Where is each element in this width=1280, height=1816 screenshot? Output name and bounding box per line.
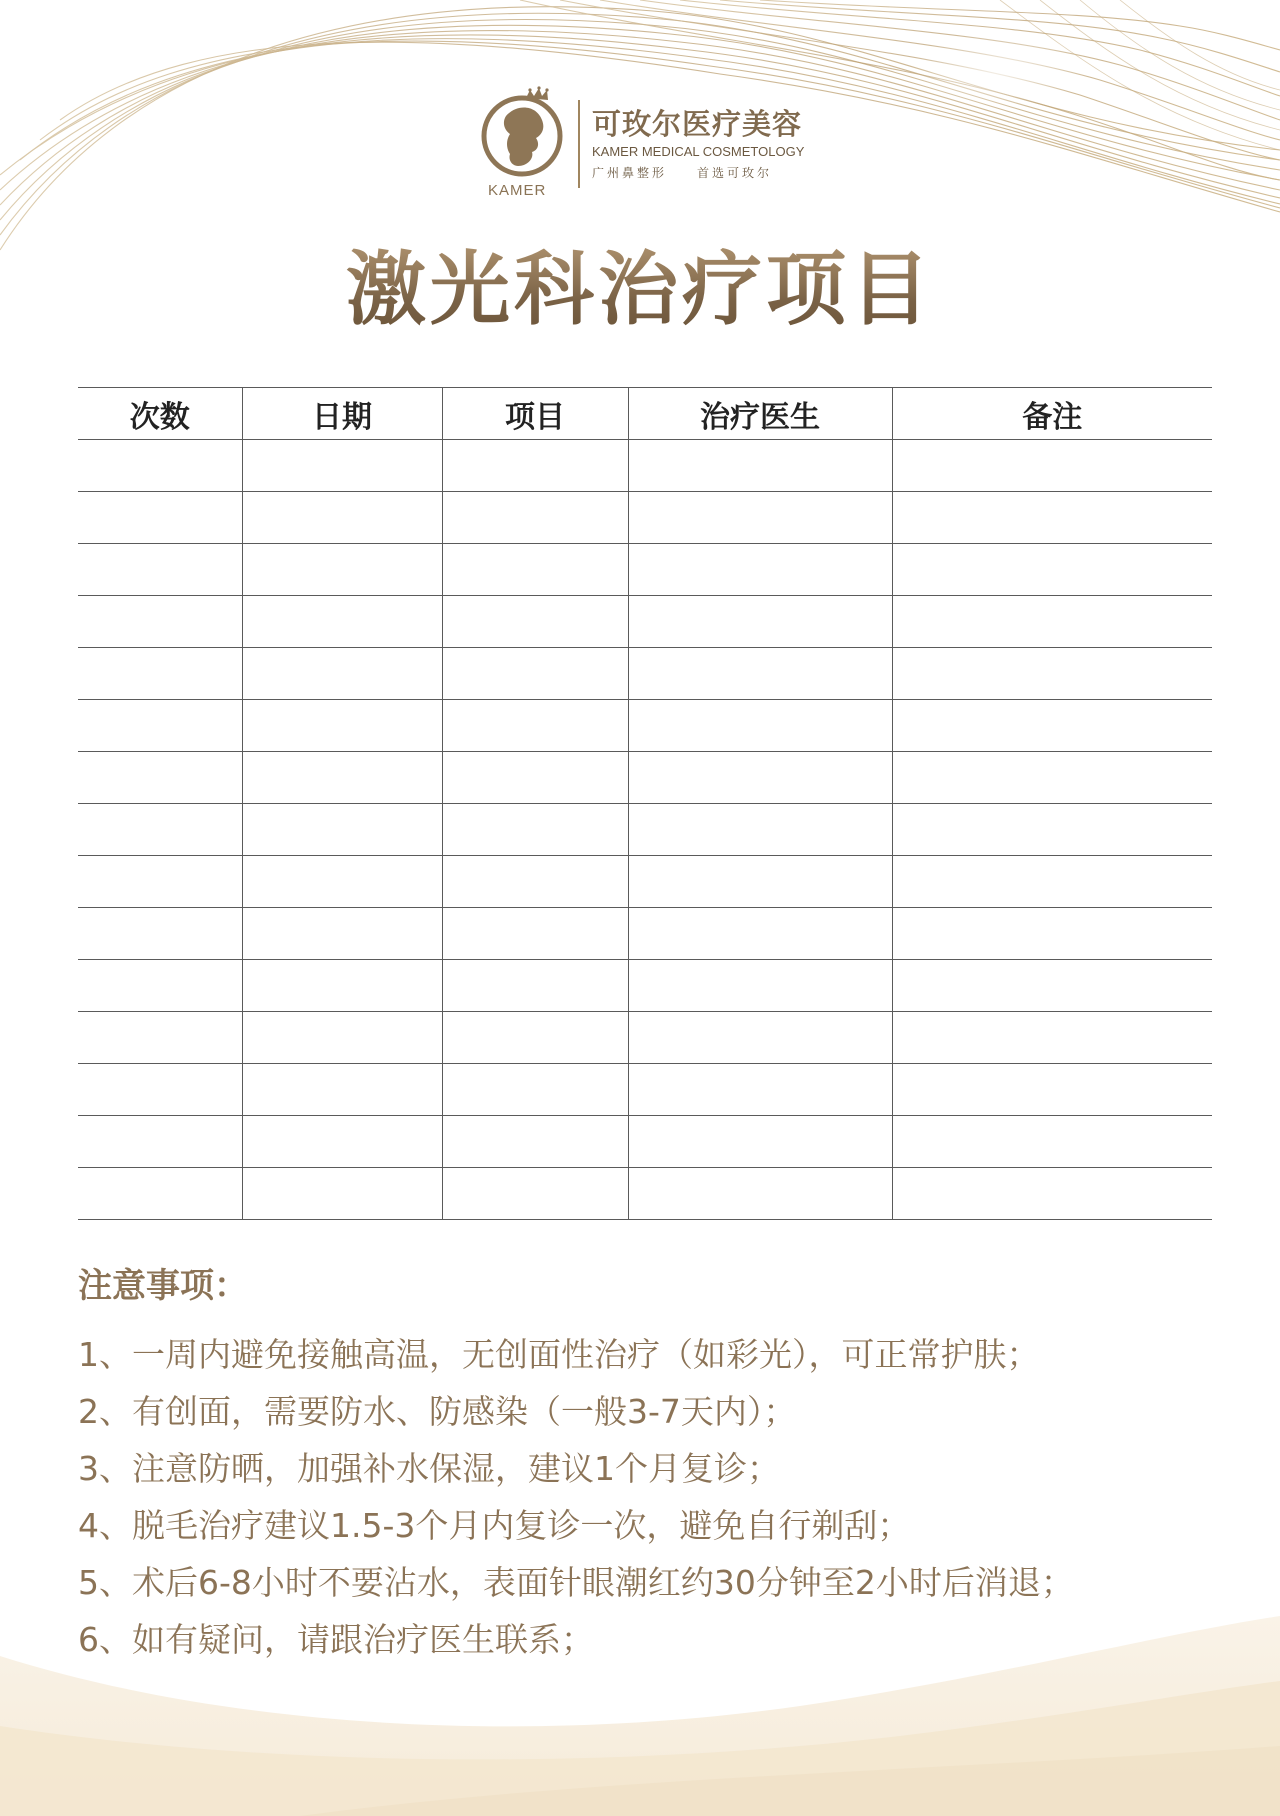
cell-count[interactable] [78,492,242,544]
cell-remarks[interactable] [892,596,1212,648]
woman-profile-crown-logo-icon [476,86,572,182]
cell-item[interactable] [442,1168,628,1220]
note-item: 4、脱毛治疗建议1.5-3个月内复诊一次，避免自行剃刮； [78,1506,911,1545]
cell-item[interactable] [442,752,628,804]
cell-date[interactable] [242,596,442,648]
table-row [78,804,1212,856]
header-count: 次数 [78,388,242,440]
cell-remarks[interactable] [892,1116,1212,1168]
header-remarks: 备注 [892,388,1212,440]
table-row [78,440,1212,492]
cell-count[interactable] [78,752,242,804]
cell-date[interactable] [242,804,442,856]
cell-remarks[interactable] [892,908,1212,960]
cell-date[interactable] [242,1168,442,1220]
cell-doctor[interactable] [628,440,892,492]
cell-doctor[interactable] [628,1064,892,1116]
table-row [78,908,1212,960]
cell-doctor[interactable] [628,856,892,908]
page-title: 激光科治疗项目 [0,240,1280,340]
cell-remarks[interactable] [892,544,1212,596]
table-row [78,960,1212,1012]
cell-count[interactable] [78,804,242,856]
logo-mark-word: KAMER [488,182,547,199]
cell-item[interactable] [442,440,628,492]
cell-doctor[interactable] [628,908,892,960]
cell-date[interactable] [242,1116,442,1168]
table-row [78,1168,1212,1220]
note-item: 5、术后6-8小时不要沾水，表面针眼潮红约30分钟至2小时后消退； [78,1563,1074,1602]
cell-item[interactable] [442,544,628,596]
header-date: 日期 [242,388,442,440]
cell-doctor[interactable] [628,700,892,752]
table-row [78,544,1212,596]
cell-doctor[interactable] [628,752,892,804]
cell-remarks[interactable] [892,856,1212,908]
cell-item[interactable] [442,856,628,908]
cell-remarks[interactable] [892,1064,1212,1116]
cell-item[interactable] [442,648,628,700]
cell-doctor[interactable] [628,648,892,700]
logo-divider [578,100,580,188]
cell-count[interactable] [78,596,242,648]
cell-remarks[interactable] [892,440,1212,492]
cell-count[interactable] [78,1116,242,1168]
table-row [78,648,1212,700]
header-doctor: 治疗医生 [628,388,892,440]
cell-date[interactable] [242,440,442,492]
note-item: 3、注意防晒，加强补水保湿，建议1个月复诊； [78,1449,780,1488]
cell-count[interactable] [78,544,242,596]
cell-item[interactable] [442,960,628,1012]
header-item: 项目 [442,388,628,440]
cell-date[interactable] [242,648,442,700]
table-row [78,596,1212,648]
table-row [78,492,1212,544]
cell-remarks[interactable] [892,1168,1212,1220]
cell-date[interactable] [242,1064,442,1116]
cell-doctor[interactable] [628,492,892,544]
cell-remarks[interactable] [892,752,1212,804]
notes-title: 注意事项： [78,1266,248,1306]
cell-item[interactable] [442,908,628,960]
cell-remarks[interactable] [892,648,1212,700]
table-row [78,1064,1212,1116]
cell-remarks[interactable] [892,700,1212,752]
cell-count[interactable] [78,700,242,752]
note-item: 2、有创面，需要防水、防感染（一般3-7天内）； [78,1392,797,1431]
cell-doctor[interactable] [628,960,892,1012]
cell-count[interactable] [78,648,242,700]
cell-item[interactable] [442,492,628,544]
cell-remarks[interactable] [892,1012,1212,1064]
cell-count[interactable] [78,856,242,908]
cell-doctor[interactable] [628,1168,892,1220]
cell-doctor[interactable] [628,804,892,856]
cell-item[interactable] [442,1064,628,1116]
cell-count[interactable] [78,1012,242,1064]
cell-doctor[interactable] [628,1116,892,1168]
notes-section [78,1262,1228,1668]
cell-date[interactable] [242,700,442,752]
table-row [78,752,1212,804]
cell-date[interactable] [242,1012,442,1064]
cell-count[interactable] [78,1168,242,1220]
brand-tagline [592,164,772,181]
cell-count[interactable] [78,1064,242,1116]
treatment-record-table [78,387,1212,1220]
cell-remarks[interactable] [892,492,1212,544]
cell-date[interactable] [242,960,442,1012]
cell-count[interactable] [78,908,242,960]
table-row [78,700,1212,752]
cell-item[interactable] [442,700,628,752]
brand-name-en: KAMER MEDICAL COSMETOLOGY [592,144,805,159]
cell-date[interactable] [242,856,442,908]
note-item: 1、一周内避免接触高温，无创面性治疗（如彩光），可正常护肤； [78,1335,1040,1374]
cell-remarks[interactable] [892,960,1212,1012]
table-row [78,856,1212,908]
cell-item[interactable] [442,1012,628,1064]
cell-item[interactable] [442,804,628,856]
cell-doctor[interactable] [628,544,892,596]
tagline-left: 广州鼻整形 [592,166,668,180]
table-row [78,1012,1212,1064]
brand-logo [470,86,830,202]
cell-item[interactable] [442,1116,628,1168]
cell-date[interactable] [242,492,442,544]
table-row [78,1116,1212,1168]
brand-name-cn: 可玫尔医疗美容 [592,107,803,141]
cell-date[interactable] [242,752,442,804]
cell-count[interactable] [78,960,242,1012]
cell-date[interactable] [242,908,442,960]
tagline-right: 首选可玫尔 [697,166,773,180]
table-body [78,440,1212,1220]
table-header-row [78,388,1212,440]
cell-doctor[interactable] [628,596,892,648]
cell-item[interactable] [442,596,628,648]
cell-doctor[interactable] [628,1012,892,1064]
note-item: 6、如有疑问，请跟治疗医生联系； [78,1620,594,1659]
cell-date[interactable] [242,544,442,596]
cell-count[interactable] [78,440,242,492]
cell-remarks[interactable] [892,804,1212,856]
